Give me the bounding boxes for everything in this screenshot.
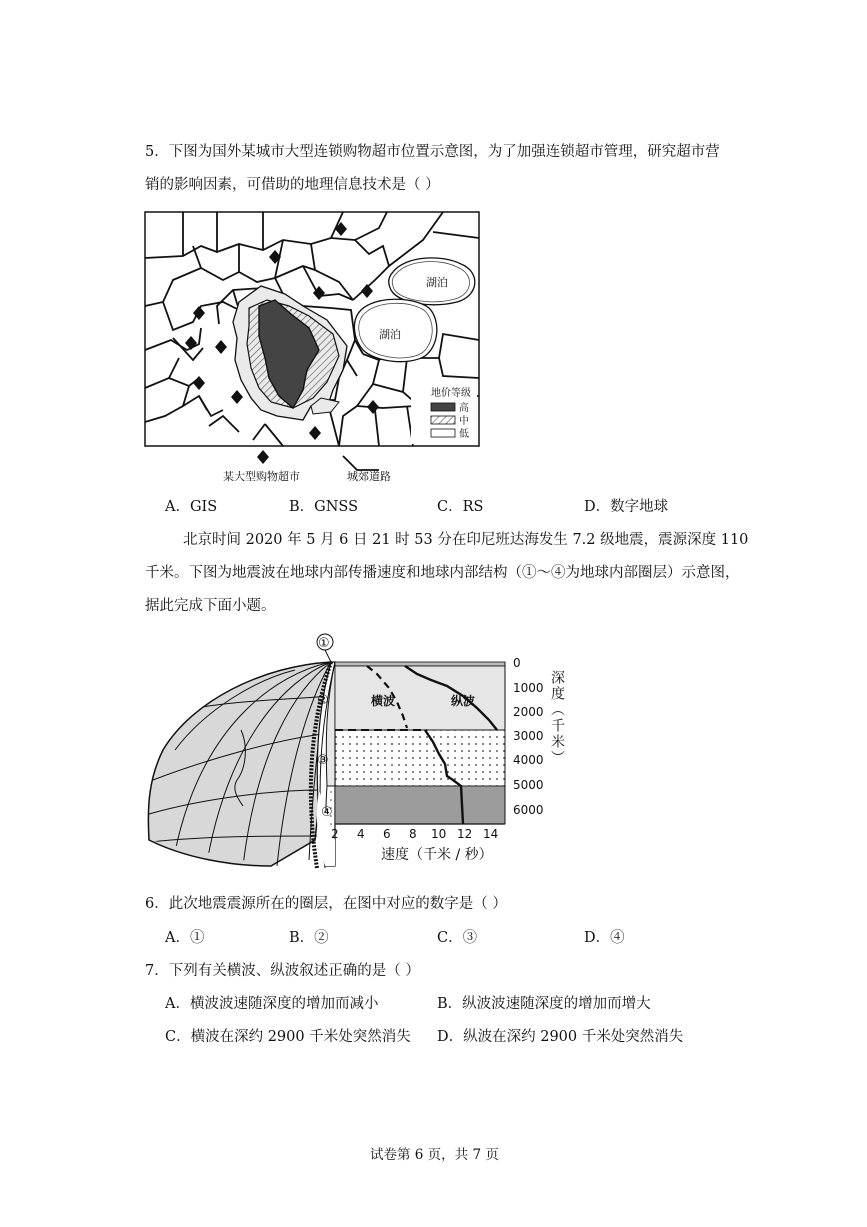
q5-option-c[interactable]: C．RS <box>437 499 484 515</box>
depth-axis-title: 深度（千米） <box>549 670 565 766</box>
q5-option-b[interactable]: B．GNSS <box>289 499 359 515</box>
speed-tick-10: 10 <box>431 827 447 841</box>
legend-high: 高 <box>459 403 469 414</box>
speed-tick-6: 6 <box>383 827 391 841</box>
speed-axis-title: 速度（千米 / 秒） <box>381 847 493 863</box>
chart-layer-crust <box>335 662 505 666</box>
depth-tick-labels <box>513 656 544 817</box>
q6-option-b[interactable]: B．② <box>289 930 329 946</box>
q5-text-line2: 销的影响因素，可借助的地理信息技术是（ ） <box>145 177 440 193</box>
speed-tick-labels <box>331 827 498 841</box>
depth-tick-6000: 6000 <box>513 803 544 817</box>
page-footer: 试卷第 6 页，共 7 页 <box>370 1147 499 1163</box>
q6-option-d[interactable]: D．④ <box>584 930 625 946</box>
q7-option-b[interactable]: B．纵波波速随深度的增加而增大 <box>437 996 651 1012</box>
supermarket-marker-key <box>257 450 269 464</box>
layer-label-3: ③ <box>317 753 329 768</box>
q7-option-c[interactable]: C．横波在深约 2900 千米处突然消失 <box>165 1029 411 1045</box>
lake-label-upper: 湖泊 <box>426 276 448 289</box>
q7-option-a[interactable]: A．横波波速随深度的增加而减小 <box>165 996 379 1012</box>
map-legend <box>411 386 477 444</box>
intro-line3: 据此完成下面小题。 <box>145 598 276 614</box>
speed-tick-4: 4 <box>357 827 365 841</box>
lake-label-lower: 湖泊 <box>379 328 401 341</box>
speed-tick-8: 8 <box>409 827 417 841</box>
layer-label-1: ① <box>318 636 330 651</box>
road-key-line <box>343 456 379 470</box>
city-supermarket-map <box>143 210 483 488</box>
supermarket-key-label: 某大型购物超市 <box>223 470 300 483</box>
intro-line2: 千米。下图为地震波在地球内部传播速度和地球内部结构（①～④为地球内部圈层）示意图， <box>145 565 740 581</box>
depth-tick-0: 0 <box>513 656 521 670</box>
q7-option-d[interactable]: D．纵波在深约 2900 千米处突然消失 <box>437 1029 684 1045</box>
earth-structure-figure <box>145 630 595 870</box>
chart-layer-inner-core <box>335 786 505 824</box>
q5-text-line1: 5．下图为国外某城市大型连锁购物超市位置示意图，为了加强连锁超市管理，研究超市营 <box>145 144 720 160</box>
speed-tick-2: 2 <box>331 827 339 841</box>
depth-tick-4000: 4000 <box>513 753 544 767</box>
q5-option-a[interactable]: A．GIS <box>165 499 218 515</box>
depth-tick-5000: 5000 <box>513 778 544 792</box>
layer-label-4: ④ <box>321 805 333 820</box>
q5-option-d[interactable]: D．数字地球 <box>584 499 669 515</box>
q6-option-c[interactable]: C．③ <box>437 930 478 946</box>
globe-surface <box>148 662 331 866</box>
road-key-label: 城郊道路 <box>347 470 391 483</box>
q6-text: 6．此次地震震源所在的圈层，在图中对应的数字是（ ） <box>145 896 507 912</box>
q6-option-a[interactable]: A．① <box>165 930 205 946</box>
speed-tick-14: 14 <box>483 827 499 841</box>
legend-mid: 中 <box>459 416 469 427</box>
speed-tick-12: 12 <box>457 827 473 841</box>
depth-tick-2000: 2000 <box>513 705 544 719</box>
depth-tick-3000: 3000 <box>513 729 544 743</box>
chart-layer-outer-core <box>335 730 505 786</box>
intro-line1: 北京时间 2020 年 5 月 6 日 21 时 53 分在印尼班达海发生 7.2 级地震，震源深度 110 <box>183 532 749 548</box>
legend-title: 地价等级 <box>431 388 471 399</box>
legend-low: 低 <box>459 429 469 440</box>
depth-tick-1000: 1000 <box>513 681 544 695</box>
layer-label-2: ② <box>317 693 329 708</box>
p-wave-label: 纵波 <box>451 694 476 708</box>
q7-text: 7．下列有关横波、纵波叙述正确的是（ ） <box>145 963 420 979</box>
s-wave-label: 横波 <box>371 694 396 708</box>
